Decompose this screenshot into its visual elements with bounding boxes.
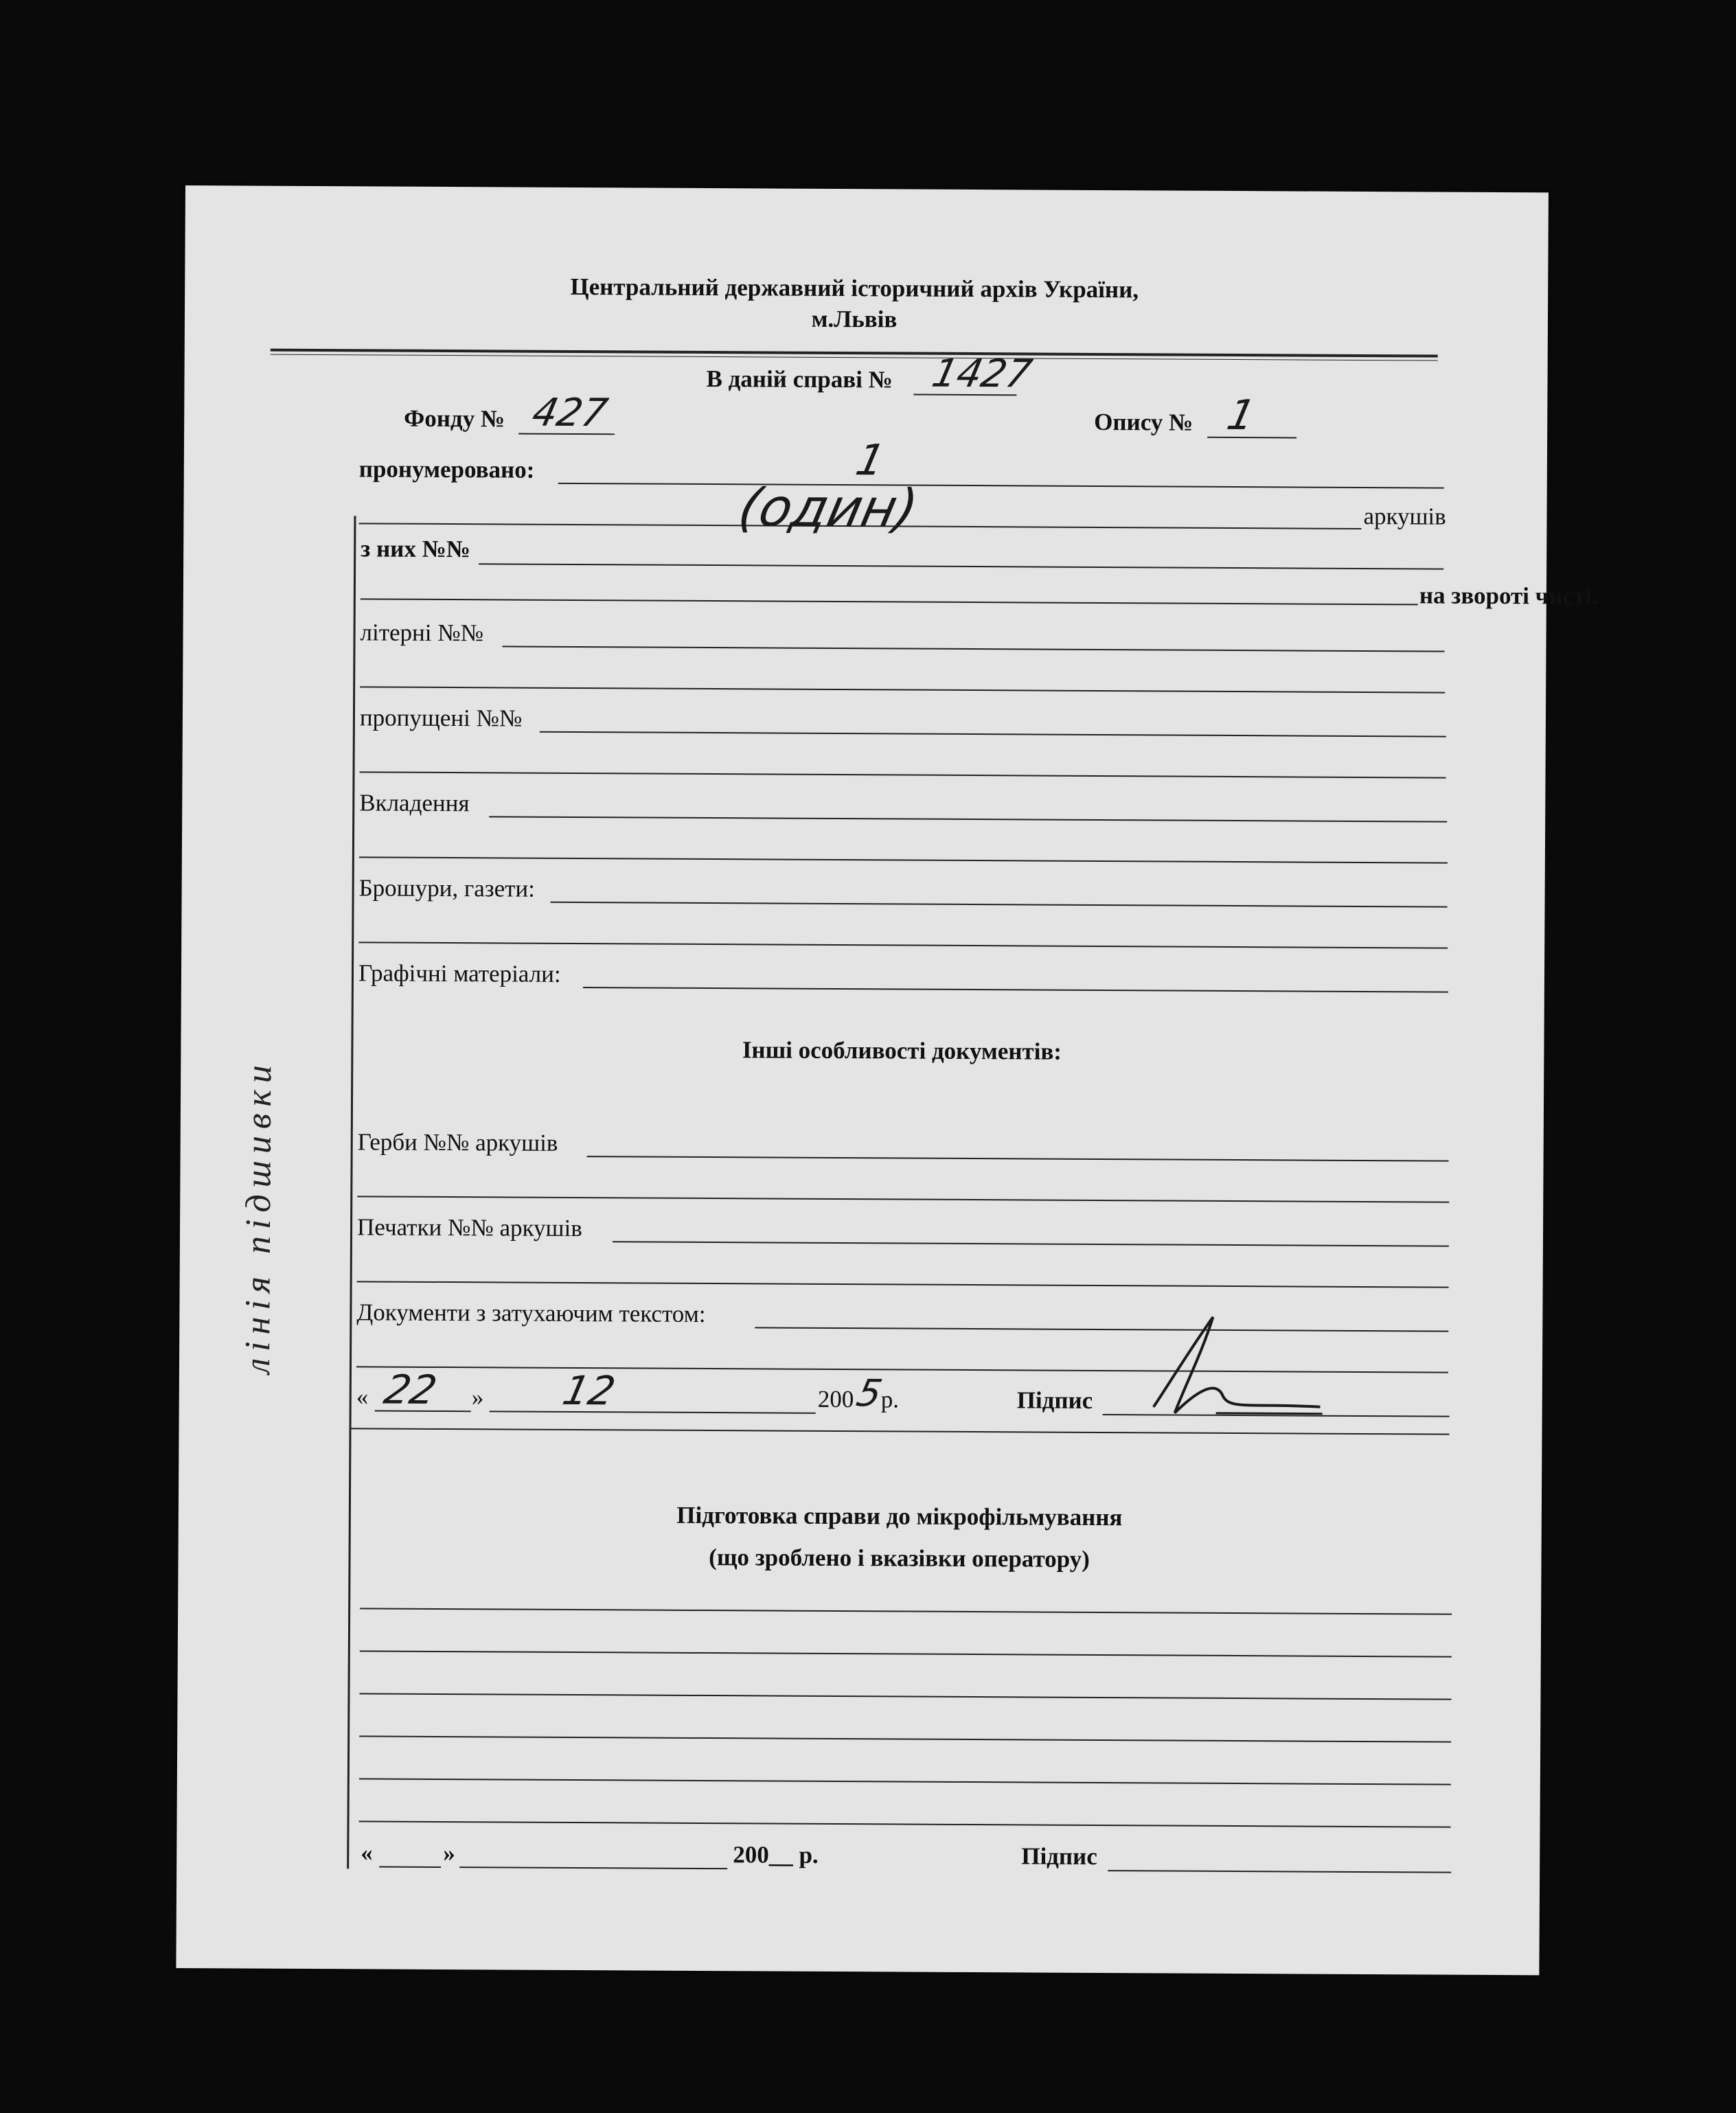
broshury-label: Брошури, газети:	[358, 874, 536, 902]
vkladennia-line-2	[359, 856, 1448, 863]
pechatky-line	[613, 1241, 1449, 1246]
hrafichni-label: Графічні матеріали:	[358, 959, 561, 987]
microfilm-line-1	[360, 1608, 1452, 1614]
opys-number-handwritten: 1	[1222, 391, 1260, 440]
opys-line	[1207, 437, 1297, 439]
blank-reverse-line	[361, 598, 1418, 605]
of-them-line	[479, 563, 1443, 569]
microfilm-title: Підготовка справи до мікрофільмування	[676, 1501, 1123, 1531]
date1-close-quote: »	[471, 1384, 484, 1411]
numbered-words-handwritten: (один)	[733, 477, 924, 539]
vkladennia-label: Вкладення	[359, 789, 470, 817]
microfilm-line-4	[359, 1735, 1451, 1742]
header-divider-thick	[271, 349, 1438, 358]
signature-1-handwritten	[1134, 1310, 1327, 1420]
propushcheni-label: пропущені №№	[359, 704, 523, 732]
hrafichni-line	[583, 987, 1448, 993]
date1-month-line	[490, 1410, 816, 1413]
of-them-label: з них №№	[361, 535, 471, 563]
date1-year-prefix: 200	[817, 1385, 854, 1413]
numbered-label: пронумеровано:	[358, 455, 535, 483]
literni-line-2	[360, 686, 1445, 693]
fading-label: Документи з затухаючим текстом:	[356, 1299, 706, 1327]
date1-open-quote: «	[356, 1383, 369, 1410]
blank-reverse-suffix: на звороті чисті.	[1419, 582, 1598, 610]
archive-form-sheet	[176, 185, 1598, 1975]
propushcheni-line-2	[360, 771, 1446, 778]
broshury-line	[551, 902, 1448, 908]
fond-label: Фонду №	[404, 404, 505, 433]
numbered-line	[558, 483, 1444, 489]
microfilm-line-5	[359, 1778, 1451, 1785]
archive-city: м.Львів	[811, 305, 898, 333]
binding-line-text: лінія підшивки	[238, 1058, 279, 1374]
section-divider	[350, 1428, 1450, 1435]
binding-line	[347, 516, 356, 1869]
herby-line-2	[357, 1196, 1449, 1202]
date1-signature-label: Підпис	[1016, 1386, 1093, 1414]
literni-line	[502, 646, 1444, 652]
date2-close-quote: »	[443, 1839, 455, 1867]
numbered-value-handwritten: 1	[851, 435, 890, 486]
case-number-handwritten: 1427	[928, 351, 1036, 397]
other-features-heading: Інші особливості документів:	[742, 1036, 1062, 1065]
archive-name: Центральний державний історичний архів України,	[570, 273, 1139, 304]
fond-number-handwritten: 427	[528, 390, 612, 436]
date1-year-digit-handwritten: 5	[852, 1371, 887, 1415]
opys-label: Опису №	[1094, 408, 1194, 436]
herby-line	[587, 1156, 1449, 1162]
date2-signature-line	[1108, 1870, 1451, 1873]
date2-signature-label: Підпис	[1021, 1842, 1097, 1870]
broshury-line-2	[358, 941, 1448, 948]
propushcheni-line	[540, 731, 1446, 738]
microfilm-line-3	[359, 1693, 1451, 1700]
date2-day-line	[379, 1866, 441, 1868]
date2-year: 200__ р.	[733, 1841, 819, 1869]
fading-line	[755, 1327, 1448, 1332]
microfilm-line-6	[359, 1820, 1451, 1827]
date1-year-suffix: р.	[880, 1386, 900, 1413]
date2-month-line	[459, 1866, 727, 1869]
microfilm-subtitle: (що зроблено і вказівки оператору)	[709, 1544, 1090, 1573]
date1-month-handwritten: 12	[558, 1367, 620, 1415]
date1-day-handwritten: 22	[380, 1366, 442, 1413]
pechatky-line-2	[357, 1281, 1449, 1288]
sheets-suffix: аркушів	[1363, 502, 1446, 530]
literni-label: літерні №№	[360, 619, 484, 647]
herby-label: Герби №№ аркушів	[357, 1128, 558, 1156]
pechatky-label: Печатки №№ аркушів	[356, 1213, 582, 1242]
microfilm-line-2	[360, 1650, 1452, 1657]
case-label: В даній справі №	[706, 365, 893, 393]
date2-open-quote: «	[361, 1839, 373, 1866]
vkladennia-line	[489, 816, 1447, 822]
